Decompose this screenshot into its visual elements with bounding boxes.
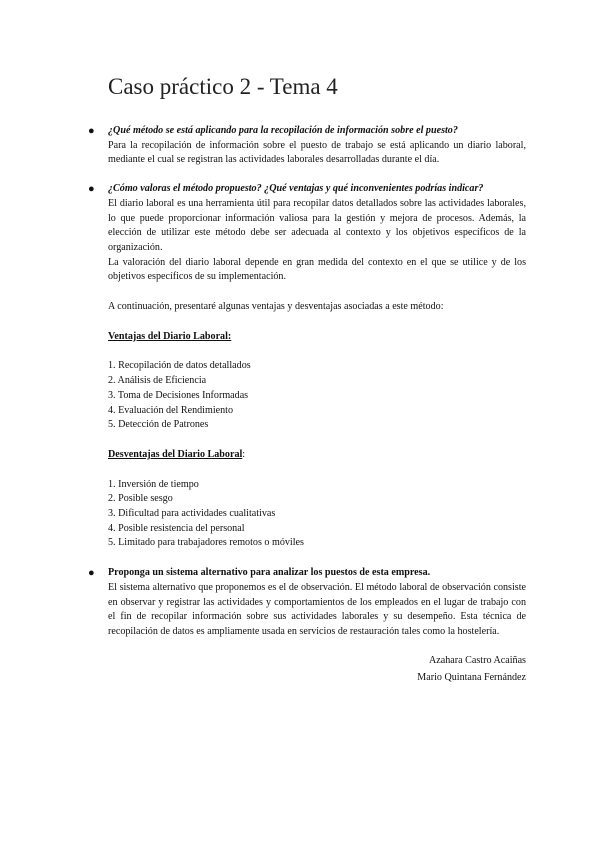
answer-3-paragraph: El sistema alternativo que proponemos es el de observación. El método laboral de observación consiste en observar y registrar las actividades y comportamientos de los empleados en el lugar de trabajo con el fin de recopilar información sobre sus actividades laborales y su desempeño. Esta técnica de recopilación de datos es ampliamente usada en servicios de restauración tales como la hostelería.	[108, 581, 526, 637]
list-item: 2. Posible sesgo	[108, 493, 173, 505]
answer-2-paragraph-2: La valoración del diario laboral depende en gran medida del contexto en el que se utilice y de los objetivos específicos de su implementación.	[108, 256, 526, 283]
list-item: 2. Análisis de Eficiencia	[108, 375, 207, 387]
question-2-text: ¿Cómo valoras el método propuesto? ¿Qué ventajas y qué inconvenientes podrías indicar?	[108, 183, 484, 195]
disadvantages-list	[108, 478, 526, 552]
signature-block	[108, 652, 526, 686]
disadvantages-heading: Desventajas del Diario Laboral	[108, 448, 243, 460]
list-item: 3. Dificultad para actividades cualitativas	[108, 508, 276, 520]
list-item: 1. Inversión de tiempo	[108, 478, 199, 490]
document-body	[88, 124, 526, 686]
answer-1-paragraph: Para la recopilación de información sobre el puesto de trabajo se está aplicando un diario laboral, mediante el cual se registran las actividades laborales desarrolladas durante el día.	[108, 139, 526, 166]
answer-2-paragraph-1: El diario laboral es una herramienta útil para recopilar datos detallados sobre las actividades laborales, lo que puede proporcionar información valiosa para la gestión y mejora de procesos. Además, la elección de utilizar este método debe ser adecuada al contexto y los objetivos específicos de la organización.	[108, 197, 526, 253]
advantages-list	[108, 359, 526, 433]
question-3-text: Proponga un sistema alternativo para analizar los puestos de esta empresa.	[108, 567, 431, 579]
author-name: Mario Quintana Fernández	[417, 671, 526, 683]
author-name: Azahara Castro Acaiñas	[429, 654, 526, 666]
disadvantages-heading-row	[108, 448, 526, 463]
question-1-text: ¿Qué método se está aplicando para la recopilación de información sobre el puesto?	[108, 125, 458, 136]
answer-2-intro: A continuación, presentaré algunas ventajas y desventajas asociadas a este método:	[108, 301, 444, 313]
list-item: 3. Toma de Decisiones Informadas	[108, 389, 249, 401]
bullet-icon: ●	[88, 567, 95, 580]
list-item: 5. Limitado para trabajadores remotos o móviles	[108, 537, 304, 549]
question-2	[88, 182, 526, 197]
page-title: Caso práctico 2 - Tema 4	[108, 74, 338, 99]
advantages-heading: Ventajas del Diario Laboral:	[108, 330, 232, 342]
disadvantages-colon: :	[242, 448, 246, 460]
list-item: 4. Posible resistencia del personal	[108, 522, 245, 534]
question-3	[88, 566, 526, 581]
list-item: 4. Evaluación del Rendimiento	[108, 404, 234, 416]
list-item: 1. Recopilación de datos detallados	[108, 360, 251, 372]
bullet-icon: ●	[88, 183, 95, 196]
bullet-icon: ●	[88, 125, 95, 137]
question-1	[88, 124, 526, 139]
list-item: 5. Detección de Patrones	[108, 419, 209, 431]
